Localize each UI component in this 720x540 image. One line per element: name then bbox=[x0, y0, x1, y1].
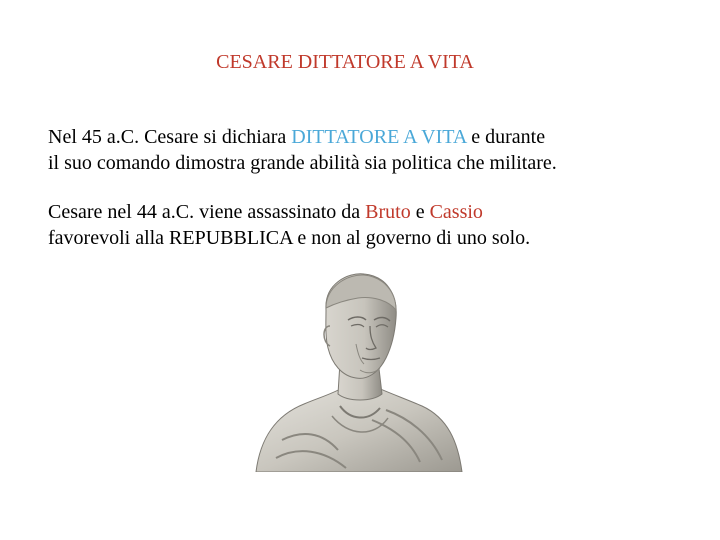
paragraph-dictator-line-1 bbox=[48, 124, 688, 150]
paragraph-assassination bbox=[48, 199, 688, 251]
paragraph-assassination-line-1 bbox=[48, 199, 688, 225]
name-bruto: Bruto bbox=[365, 201, 411, 223]
text-segment: e bbox=[410, 201, 430, 223]
caesar-bust-image bbox=[252, 270, 464, 472]
paragraph-assassination-line-2: favorevoli alla REPUBBLICA e non al governo di uno solo. bbox=[48, 227, 531, 249]
paragraph-dictator-line-2: il suo comando dimostra grande abilità sia politica che militare. bbox=[48, 152, 557, 174]
slide-title: CESARE DITTATORE A VITA bbox=[216, 51, 474, 73]
dictator-highlight: DITTATORE A VITA bbox=[291, 126, 467, 148]
text-segment: Cesare nel 44 a.C. viene assassinato da bbox=[48, 201, 366, 223]
text-segment: e durante bbox=[466, 126, 546, 148]
name-cassio: Cassio bbox=[429, 201, 483, 223]
paragraph-dictator bbox=[48, 124, 688, 176]
text-segment: Nel 45 a.C. Cesare si dichiara bbox=[48, 126, 292, 148]
